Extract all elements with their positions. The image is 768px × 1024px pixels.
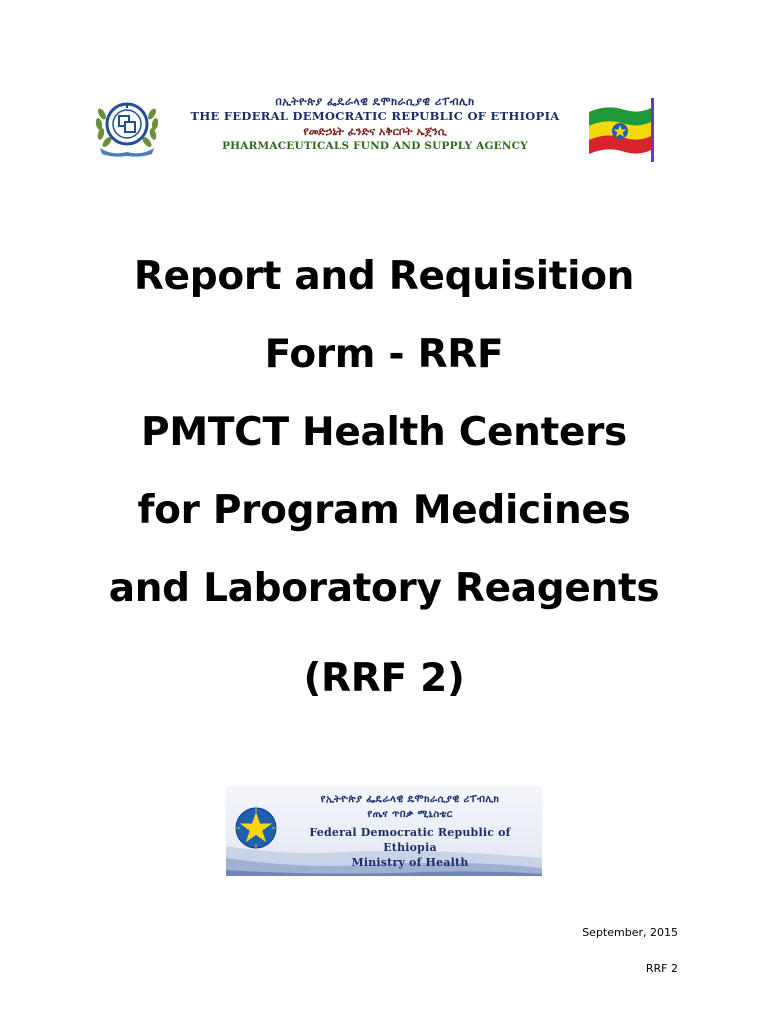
header-amharic-title: በኢትዮጵያ ፌዴራላዊ ዴሞክራሲያዊ ሪፐብሊክ xyxy=(275,95,475,108)
agency-header-text xyxy=(170,94,580,154)
title-line-6: (RRF 2) xyxy=(303,656,465,701)
moh-banner-text xyxy=(282,792,538,870)
moh-amharic-ministry: የጤና ጥበቃ ሚኒስቴር xyxy=(367,809,453,820)
header-english-agency: PHARMACEUTICALS FUND AND SUPPLY AGENCY xyxy=(222,140,528,152)
moh-amharic-republic: የኢትዮጵያ ፌዴራላዊ ዴሞክራሲያዊ ሪፐብሊክ xyxy=(320,794,500,805)
document-date: September, 2015 xyxy=(582,926,678,939)
moh-english-ministry: Ministry of Health xyxy=(351,856,469,869)
pfsa-emblem-icon xyxy=(92,94,162,158)
ministry-of-health-banner xyxy=(226,786,542,876)
moh-english-republic: Federal Democratic Republic of Ethiopia xyxy=(309,826,511,854)
ethiopia-star-emblem-icon xyxy=(234,806,278,850)
title-line-3: PMTCT Health Centers xyxy=(141,410,627,455)
title-line-4: for Program Medicines xyxy=(137,488,631,533)
document-code: RRF 2 xyxy=(645,962,678,975)
agency-header-banner xyxy=(92,94,662,162)
title-line-1: Report and Requisition xyxy=(133,254,635,299)
title-line-5: and Laboratory Reagents xyxy=(108,566,660,611)
document-title xyxy=(40,238,728,718)
title-line-2: Form - RRF xyxy=(264,332,504,377)
header-english-title: THE FEDERAL DEMOCRATIC REPUBLIC OF ETHIOPIA xyxy=(190,109,560,123)
header-amharic-agency: የመድኃኒት ፈንድና አቅርቦት ኤጀንሲ xyxy=(303,125,447,138)
ethiopia-flag-icon xyxy=(587,98,659,162)
